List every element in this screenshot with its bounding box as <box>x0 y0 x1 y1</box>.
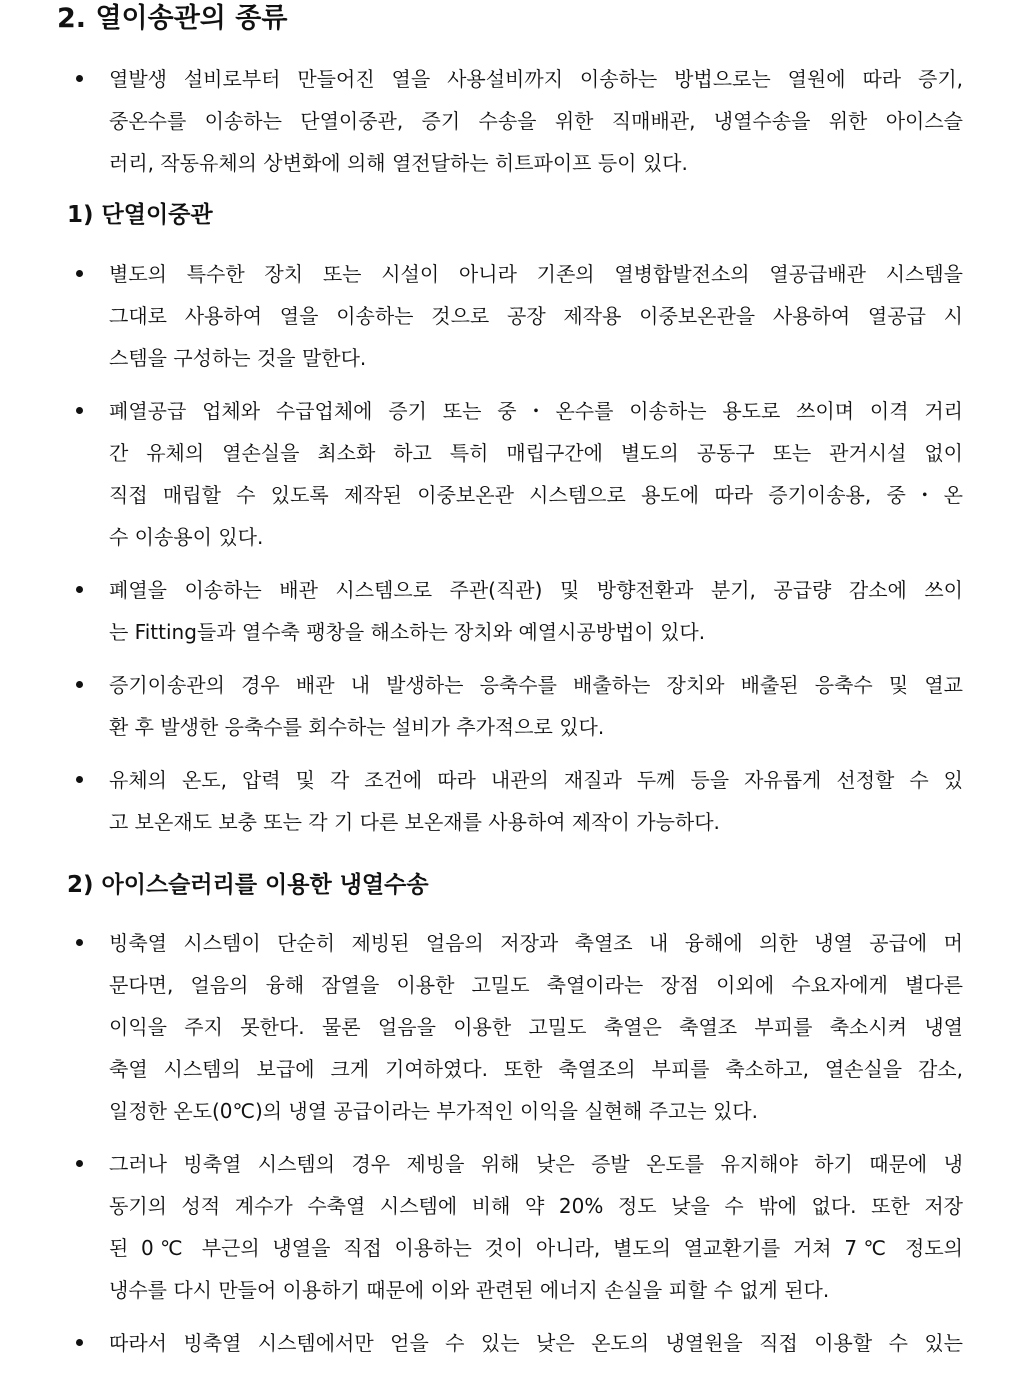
bullet-icon <box>76 776 83 783</box>
list-item <box>0 58 963 184</box>
text-line: 직접 매립할 수 있도록 제작된 이중보온관 시스템으로 용도에 따라 증기이송용, 중・온 <box>109 483 963 507</box>
list-item <box>0 1143 963 1311</box>
bullet-icon <box>76 681 83 688</box>
text-line: 폐열공급 업체와 수급업체에 증기 또는 중・온수를 이송하는 용도로 쓰이며 이격 거리 <box>109 399 963 423</box>
subsection-2-list <box>0 922 963 1375</box>
subsection-heading-1: 1) 단열이중관 <box>67 202 213 228</box>
text-line: 환 후 발생한 응축수를 회수하는 설비가 추가적으로 있다. <box>109 715 605 739</box>
intro-list <box>0 58 963 195</box>
text-line: 는 Fitting들과 열수축 팽창을 해소하는 장치와 예열시공방법이 있다. <box>109 620 706 644</box>
text-line: 일정한 온도(0℃)의 냉열 공급이라는 부가적인 이익을 실현해 주고는 있다. <box>109 1099 758 1123</box>
list-item <box>0 664 963 748</box>
text-line: 간 유체의 열손실을 최소화 하고 특히 매립구간에 별도의 공동구 또는 관거시설 없이 <box>109 441 963 465</box>
text-line: 증기이송관의 경우 배관 내 발생하는 응축수를 배출하는 장치와 배출된 응축수 및 열교 <box>109 673 963 697</box>
bullet-icon <box>76 270 83 277</box>
bullet-icon <box>76 1339 83 1346</box>
list-item <box>0 922 963 1132</box>
bullet-icon <box>76 586 83 593</box>
text-line: 폐열을 이송하는 배관 시스템으로 주관(직관) 및 방향전환과 분기, 공급량 감소에 쓰이 <box>109 578 963 602</box>
text-line: 유체의 온도, 압력 및 각 조건에 따라 내관의 재질과 두께 등을 자유롭게 선정할 수 있 <box>109 768 963 792</box>
text-line: 문다면, 얼음의 융해 잠열을 이용한 고밀도 축열이라는 장점 이외에 수요자에게 별다른 <box>109 973 963 997</box>
text-line: 열발생 설비로부터 만들어진 열을 사용설비까지 이송하는 방법으로는 열원에 따라 증기, <box>109 67 963 91</box>
text-line: 별도의 특수한 장치 또는 시설이 아니라 기존의 열병합발전소의 열공급배관 시스템을 <box>109 262 963 286</box>
section-heading: 2. 열이송관의 종류 <box>57 3 288 34</box>
text-line: 이익을 주지 못한다. 물론 얼음을 이용한 고밀도 축열은 축열조 부피를 축소시켜 냉열 <box>109 1015 963 1039</box>
text-line: 따라서 빙축열 시스템에서만 얻을 수 있는 낮은 온도의 냉열원을 직접 이용할 수 있는 <box>109 1331 963 1355</box>
text-line: 스템을 구성하는 것을 말한다. <box>109 346 367 370</box>
list-item <box>0 390 963 558</box>
bullet-icon <box>76 1160 83 1167</box>
list-item <box>0 253 963 379</box>
subsection-heading-2: 2) 아이스슬러리를 이용한 냉열수송 <box>67 872 429 898</box>
text-line: 빙축열 시스템이 단순히 제빙된 얼음의 저장과 축열조 내 융해에 의한 냉열 공급에 머 <box>109 931 963 955</box>
text-line: 수 이송용이 있다. <box>109 525 264 549</box>
bullet-icon <box>76 939 83 946</box>
text-line: 된 0℃ 부근의 냉열을 직접 이용하는 것이 아니라, 별도의 열교환기를 거쳐 7℃ 정도의 <box>109 1236 963 1260</box>
list-item <box>0 759 963 843</box>
list-item <box>0 1322 963 1364</box>
text-line: 냉수를 다시 만들어 이용하기 때문에 이와 관련된 에너지 손실을 피할 수 없게 된다. <box>109 1278 830 1302</box>
bullet-icon <box>76 75 83 82</box>
text-line: 고 보온재도 보충 또는 각 기 다른 보온재를 사용하여 제작이 가능하다. <box>109 810 720 834</box>
text-line: 동기의 성적 계수가 수축열 시스템에 비해 약 20% 정도 낮을 수 밖에 없다. 또한 저장 <box>109 1194 963 1218</box>
text-line: 중온수를 이송하는 단열이중관, 증기 수송을 위한 직매배관, 냉열수송을 위한 아이스슬 <box>109 109 963 133</box>
text-line: 그러나 빙축열 시스템의 경우 제빙을 위해 낮은 증발 온도를 유지해야 하기 때문에 냉 <box>109 1152 963 1176</box>
text-line: 축열 시스템의 보급에 크게 기여하였다. 또한 축열조의 부피를 축소하고, 열손실을 감소, <box>109 1057 963 1081</box>
text-line: 러리, 작동유체의 상변화에 의해 열전달하는 히트파이프 등이 있다. <box>109 151 688 175</box>
text-line: 그대로 사용하여 열을 이송하는 것으로 공장 제작용 이중보온관을 사용하여 열공급 시 <box>109 304 963 328</box>
bullet-icon <box>76 407 83 414</box>
subsection-1-list <box>0 253 963 854</box>
list-item <box>0 569 963 653</box>
